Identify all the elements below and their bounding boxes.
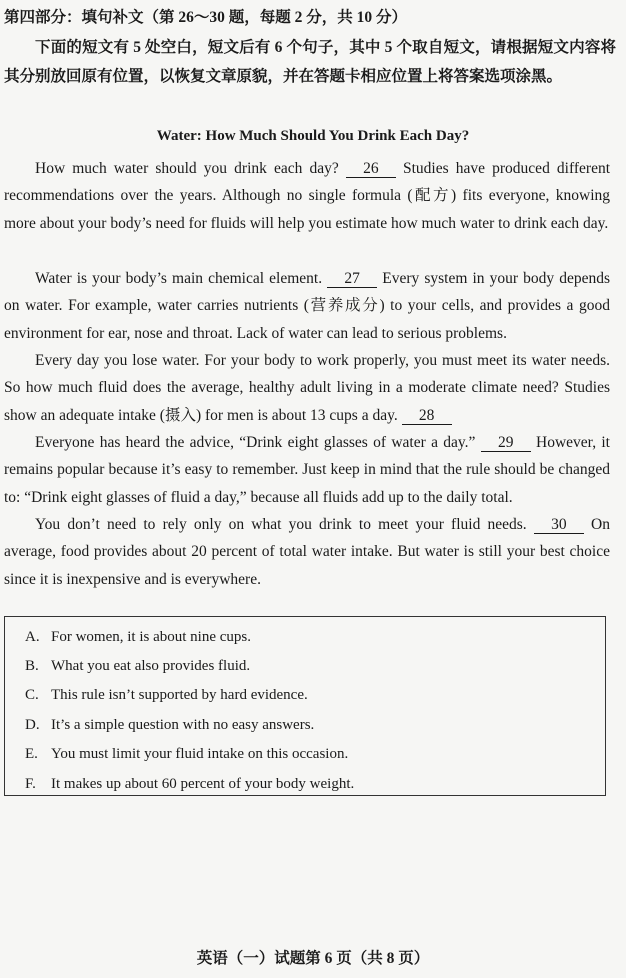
paragraph-text: However, it remains popular because it’s easy to remember. Just keep in mind that the rule should be changed to: “Drink eight glasses of fluid a day,” because all fluids add up to the daily total. [4, 434, 610, 506]
paragraph-text: Every day you lose water. For your body to work properly, you must meet its water needs. So how much fluid does the average, healthy adult living in a moderate climate need? Studies show an adequate intake (摄入) for men is about 13 cups a day. [4, 352, 610, 424]
paragraph-3 [4, 347, 610, 429]
option-letter: F. [25, 776, 36, 792]
option-letter: A. [25, 629, 40, 645]
paragraph-4 [4, 429, 610, 511]
options-box [4, 616, 606, 796]
paragraph-text: On average, food provides about 20 percent of total water intake. But water is still your best choice since it is inexpensive and is everywhere. [4, 516, 610, 588]
option-text: You must limit your fluid intake on this occasion. [51, 746, 349, 762]
paragraph-text: Every system in your body depends on water. For example, water carries nutrients (营养成分) to your cells, and provides a good environment for ear, nose and throat. Lack of water can lead to serious problems. [4, 270, 610, 342]
instructions: 下面的短文有 5 处空白，短文后有 6 个句子，其中 5 个取自短文，请根据短文内容将其分别放回原有位置，以恢复文章原貌，并在答题卡相应位置上将答案选项涂黑。 [4, 39, 616, 85]
paragraph-text: You don’t need to rely only on what you drink to meet your fluid needs. [35, 516, 534, 533]
option-letter: D. [25, 717, 40, 733]
paragraph-text: How much water should you drink each day? [35, 160, 346, 177]
paragraph-5 [4, 511, 610, 593]
option-letter: C. [25, 687, 39, 703]
blank-30: 30 [534, 517, 584, 534]
paragraph-text: Studies have produced different recommendations over the years. Although no single formula (配方) fits everyone, knowing more about your body’s need for fluids will help you estimate how much water to drink each day. [4, 160, 611, 232]
blank-28: 28 [402, 408, 452, 425]
option-text: It makes up about 60 percent of your body weight. [51, 776, 355, 792]
option-e [25, 743, 348, 765]
option-text: For women, it is about nine cups. [51, 629, 251, 645]
option-text: It’s a simple question with no easy answers. [51, 717, 315, 733]
paragraph-text: Everyone has heard the advice, “Drink eight glasses of water a day.” [35, 434, 481, 451]
option-letter: E. [25, 746, 38, 762]
option-letter: B. [25, 658, 39, 674]
option-b [25, 655, 250, 677]
page-footer: 英语（一）试题第 6 页（共 8 页） [196, 950, 430, 967]
option-text: This rule isn’t supported by hard evidence. [51, 687, 308, 703]
option-a [25, 626, 251, 648]
option-text: What you eat also provides fluid. [51, 658, 251, 674]
option-d [25, 714, 314, 736]
option-c [25, 684, 308, 706]
blank-29: 29 [481, 435, 531, 452]
option-f [25, 773, 354, 795]
section-title: 第四部分：填句补文（第 26～30 题，每题 2 分，共 10 分） [4, 9, 408, 26]
paragraph-1 [4, 155, 610, 237]
blank-26: 26 [346, 161, 396, 178]
paragraph-2 [4, 265, 610, 347]
passage-title: Water: How Much Should You Drink Each Day? [156, 128, 470, 144]
blank-27: 27 [327, 271, 377, 288]
paragraph-text: Water is your body’s main chemical element. [35, 270, 328, 287]
